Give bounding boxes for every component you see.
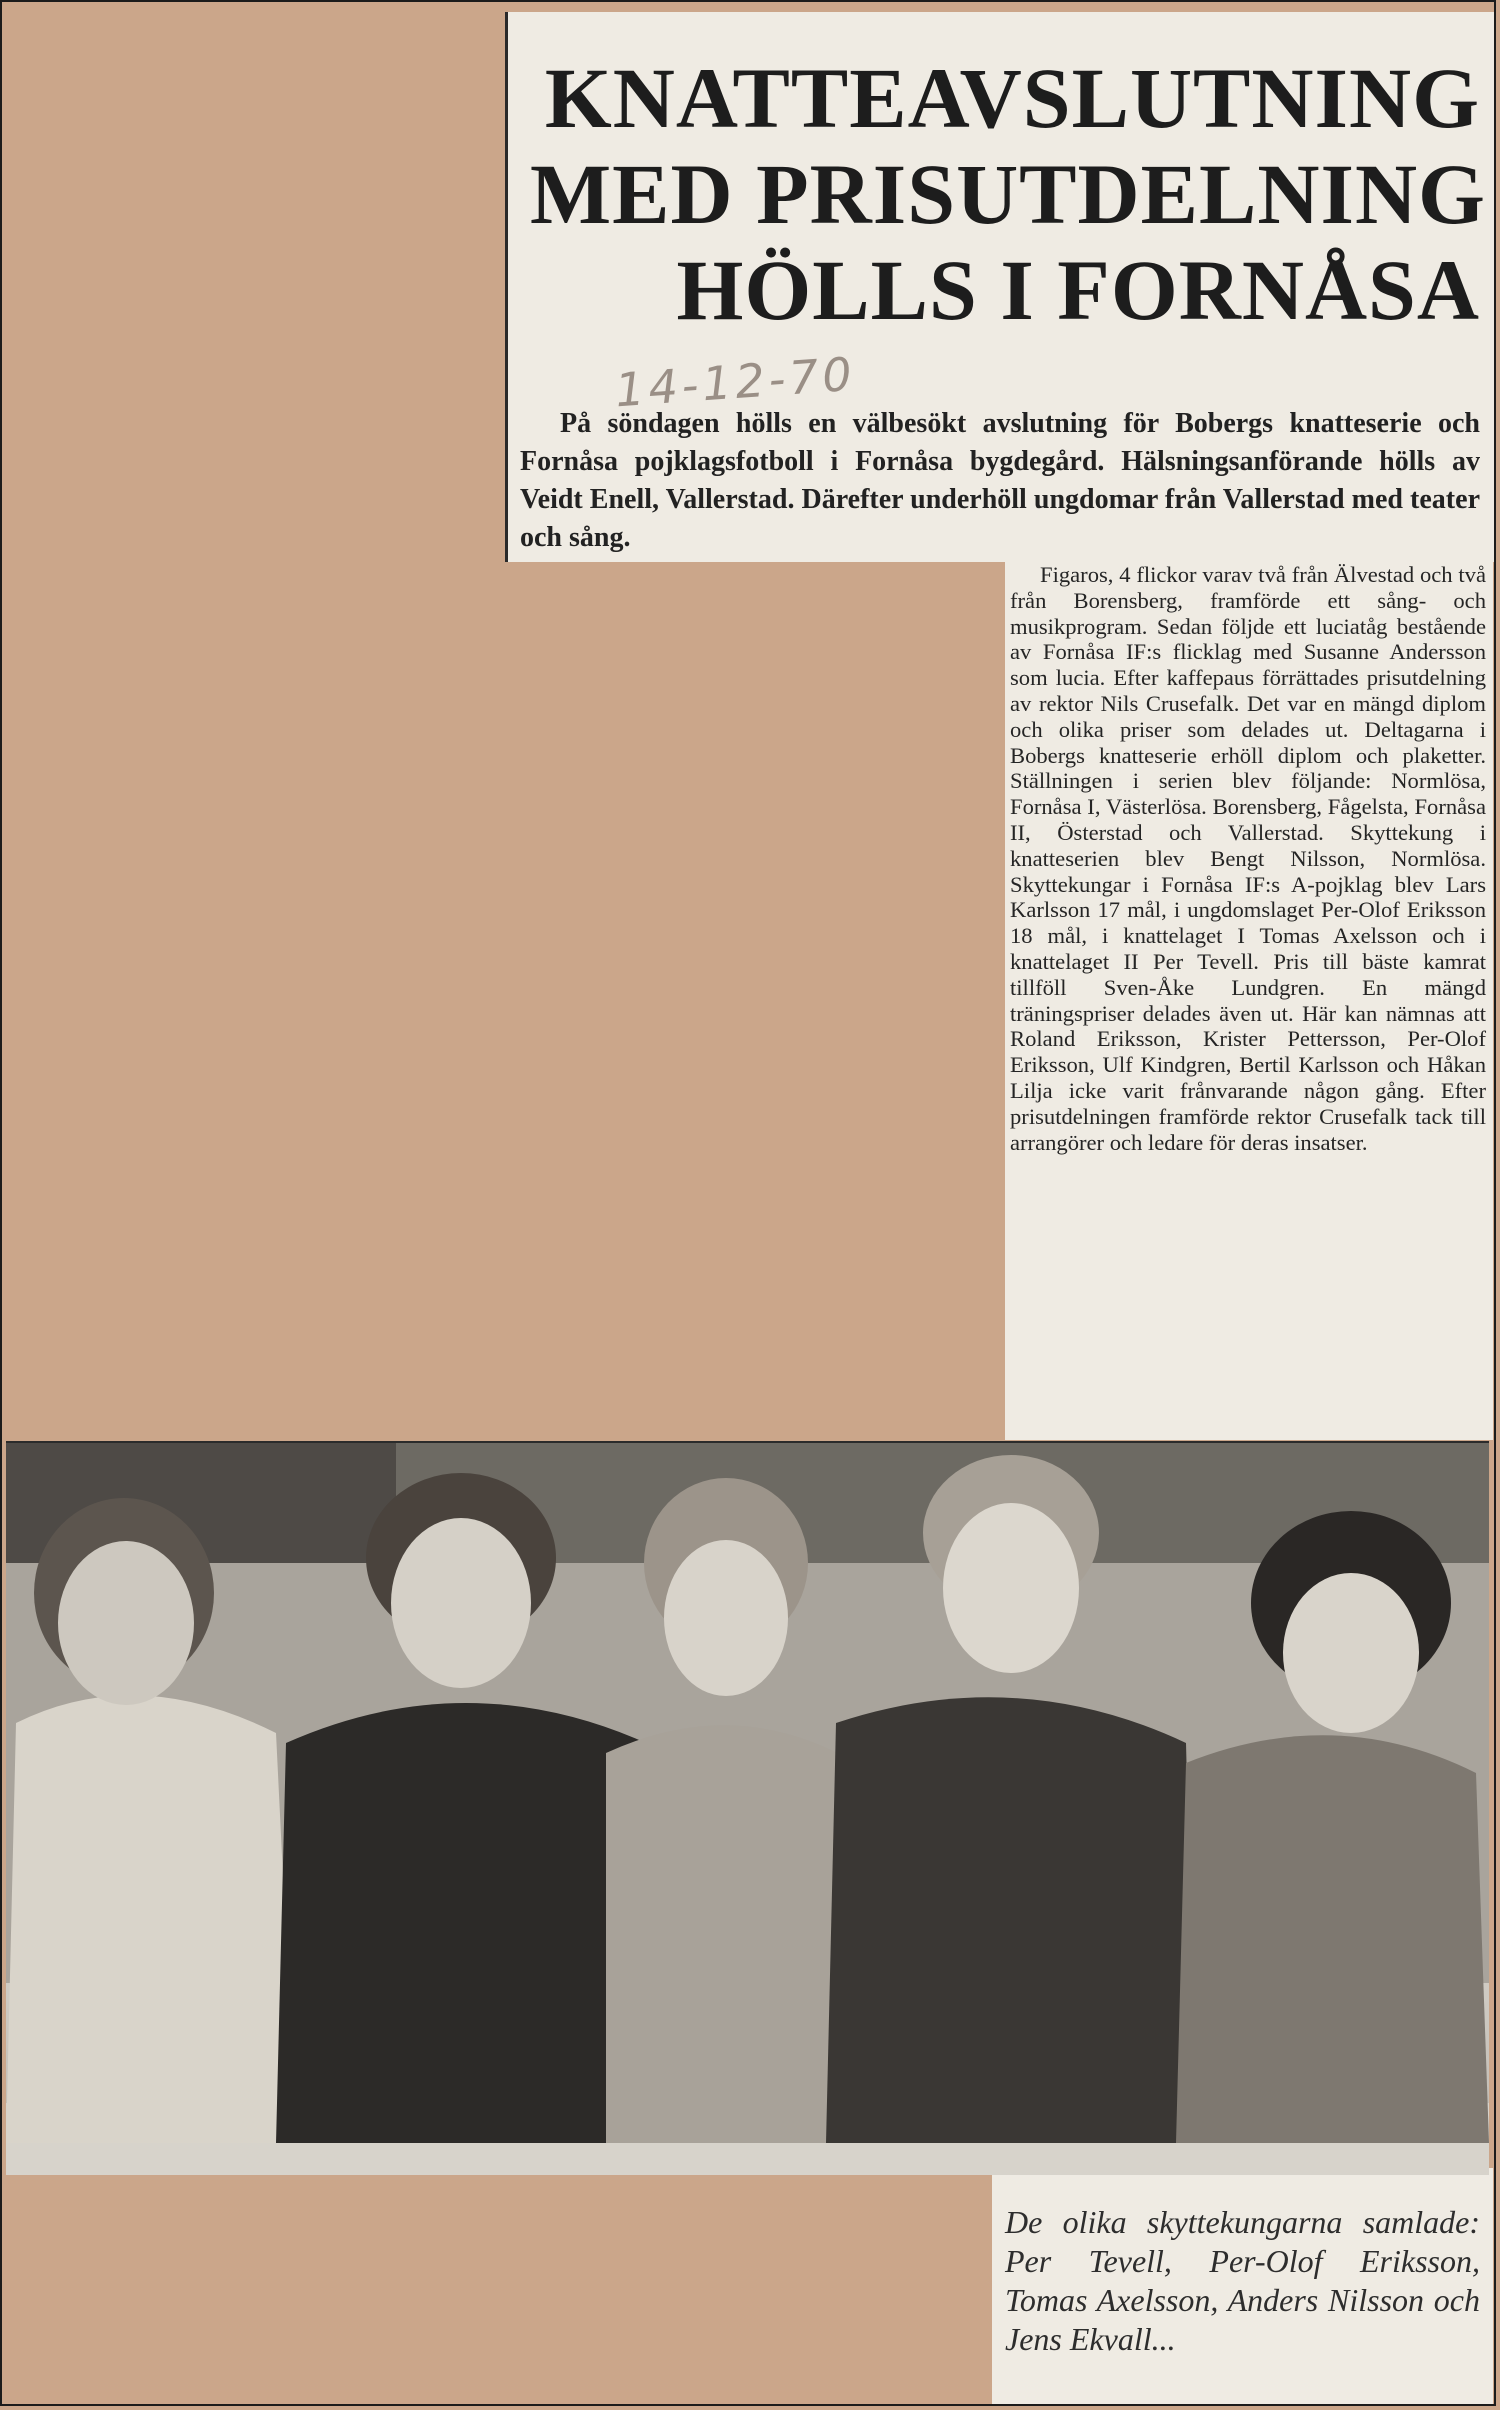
lead-paragraph: På söndagen hölls en välbesökt avslutning för Bobergs knatteserie och Fornåsa pojklagsfotboll i Fornåsa bygdegård. Hälsningsanförande hölls av Veidt Enell, Vallerstad. Därefter underhöll ungdomar från Vallerstad med teater och sång. — [520, 408, 1480, 553]
headline-line-1: KNATTEAVSLUTNING — [544, 50, 1480, 146]
headline — [530, 50, 1486, 338]
headline-line-3: HÖLLS I FORNÅSA — [676, 242, 1480, 338]
group-photo-illustration — [6, 1443, 1489, 2175]
handwritten-date: 14-12-70 — [613, 346, 858, 418]
headline-line-2: MED PRISUTDELNING — [530, 146, 1486, 242]
group-photo — [6, 1441, 1489, 2175]
body-text: Figaros, 4 flickor varav två från Älvestad och två från Borensberg, framförde ett sång- och musikprogram. Sedan följde ett luciatåg bestående av Fornåsa IF:s flicklag med Susanne Andersson som lucia. Efter kaffepaus förrättades prisutdelning av rektor Nils Crusefalk. Det var en mängd diplom och olika priser som delades ut. Deltagarna i Bobergs knatteserie erhöll diplom och plaketter. Ställningen i serien blev följande: Normlösa, Fornåsa I, Västerlösa. Borensberg, Fågelsta, Fornåsa II, Österstad och Vallerstad. Skyttekung i knatteserien blev Bengt Nilsson, Normlösa. Skyttekungar i Fornåsa IF:s A-pojklag blev Lars Karlsson 17 mål, i ungdomslaget Per-Olof Eriksson 18 mål, i knattelaget I Tomas Axelsson och i knattelaget II Per Tevell. Pris till bäste kamrat tillföll Sven-Åke Lundgren. En mängd träningspriser delades även ut. Här kan nämnas att Roland Eriksson, Krister Pettersson, Per-Olof Eriksson, Ulf Kindgren, Bertil Karlsson och Håkan Lilja icke varit frånvarande någon gång. Efter prisutdelningen framförde rektor Crusefalk tack till arrangörer och ledare för deras insatser. — [1010, 562, 1486, 1155]
photo-caption: De olika skyttekungarna samlade: Per Tevell, Per-Olof Eriksson, Tomas Axelsson, Anders Nilsson och Jens Ekvall... — [1005, 2204, 1480, 2357]
